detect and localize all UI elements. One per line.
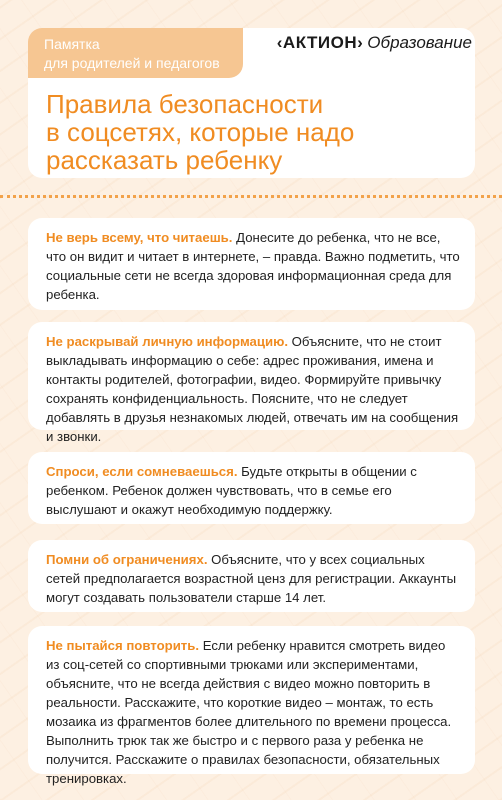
title-line1: Правила безопасности — [46, 89, 324, 119]
dotted-divider — [0, 195, 502, 198]
rule-heading: Помни об ограничениях. — [46, 552, 208, 567]
rule-heading: Не верь всему, что читаешь. — [46, 230, 233, 245]
rule-text: Объясните, что не стоит выкладывать информацию о себе: адрес проживания, имена и контакты родителей, фотографии, видео. Формируйте привычку сохранять конфиденциальность. Поясните, что не следует добавлять в друзья незнакомых людей, отвечать им на сообщения и звонки. — [46, 334, 459, 444]
rule-card — [28, 322, 475, 444]
rule-paragraph — [46, 332, 461, 446]
memo-tag-line2: для родителей и педагогов — [44, 55, 220, 71]
rule-paragraph — [46, 550, 461, 607]
rule-text: Будьте открыты в общении с ребенком. Ребенок должен чувствовать, что в семье его выслушают и окажут необходимую поддержку. — [46, 464, 417, 517]
title-line3: рассказать ребенку — [46, 145, 283, 175]
rule-heading: Не пытайся повторить. — [46, 638, 200, 653]
brand-name: ‹АКТИОН› — [276, 33, 364, 52]
memo-tag — [28, 28, 243, 78]
rule-text: Если ребенку нравится смотреть видео из соц-сетей со спортивными трюками или экспериментами, объясните, что не всегда действия с видео можно повторить в реальности. Расскажите, что короткие видео – монтаж, то есть мозаика из фрагментов более длительного по времени процесса. Выполнить трюк так же быстро и с первого раза у ребенка не получится. Расскажите о правилах безопасности, обязательных тренировках. — [46, 638, 452, 786]
rule-paragraph — [46, 636, 461, 788]
brand-subtitle: Образование — [367, 33, 472, 52]
rule-paragraph — [46, 228, 461, 304]
rule-paragraph — [46, 462, 461, 519]
rule-card — [28, 540, 475, 612]
page-title — [46, 90, 456, 174]
rule-card — [28, 218, 475, 310]
rule-card — [28, 452, 475, 524]
brand-logo — [277, 33, 472, 53]
rule-heading: Не раскрывай личную информацию. — [46, 334, 288, 349]
rule-text: Объясните, что у всех социальных сетей предполагается возрастной ценз для регистрации. Аккаунты могут создавать пользователи старше 14 лет. — [46, 552, 457, 605]
rule-heading: Спроси, если сомневаешься. — [46, 464, 238, 479]
title-line2: в соцсетях, которые надо — [46, 117, 355, 147]
memo-tag-line1: Памятка — [44, 36, 100, 52]
rule-text: Донесите до ребенка, что не все, что он видит и читает в интернете, – правда. Важно подметить, что социальные сети не всегда здоровая информационная среда для ребенка. — [46, 230, 460, 302]
rule-card — [28, 626, 475, 786]
